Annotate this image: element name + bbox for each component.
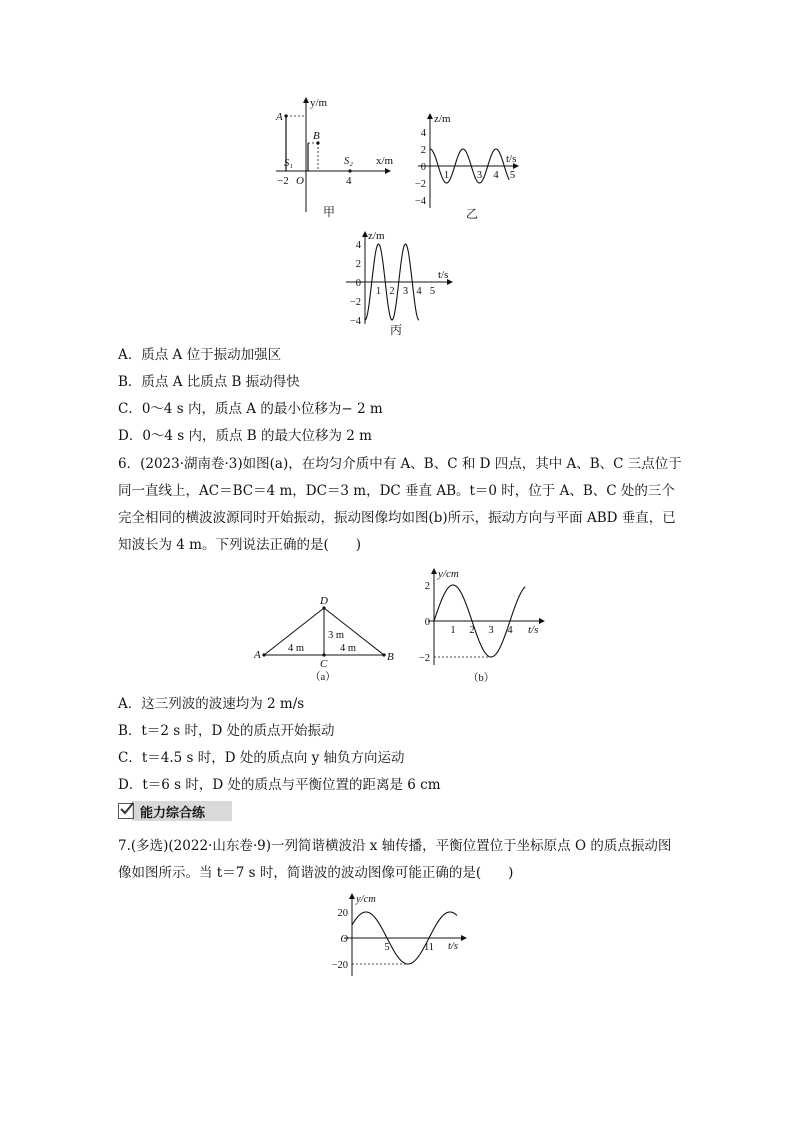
q5-option-b: B．质点 A 比质点 B 振动得快 [118, 374, 300, 390]
figure-a [250, 592, 400, 686]
y-tick-label: 0 [420, 162, 426, 173]
y-tick-label: 0 [355, 278, 361, 289]
len-ac: 4 m [288, 643, 305, 654]
figure-yi [410, 108, 525, 220]
point-a [262, 653, 265, 656]
t-axis-label: t/s [506, 153, 517, 165]
x-tick-label: 5 [429, 286, 436, 297]
label-d: D [320, 595, 328, 607]
x-tick-label: 1 [443, 170, 450, 181]
point-s2 [348, 169, 351, 172]
point-b [382, 653, 385, 656]
q5-option-c: C．0～4 s 内，质点 A 的最小位移为− 2 m [118, 401, 383, 417]
label-b: B [387, 651, 394, 663]
point-a [284, 114, 287, 117]
y-tick-label: −20 [331, 960, 348, 971]
figure-bing [338, 228, 458, 338]
t-axis-label: t/s [448, 941, 458, 952]
y-tick-label: O [340, 934, 348, 945]
y-tick-label: −4 [349, 316, 361, 327]
z-axis-label: z/m [368, 230, 385, 242]
label-a: A [254, 649, 261, 661]
t-axis-label: t/s [438, 269, 449, 281]
len-dc: 3 m [328, 630, 345, 641]
section-title: 能力综合练 [132, 801, 232, 821]
x-tick-label: 2 [469, 625, 475, 636]
y-axis-label: y/m [310, 97, 328, 109]
x-tick-label: 1 [375, 286, 382, 297]
figure-jia [268, 92, 398, 222]
caption-a: （a） [310, 672, 336, 683]
s2-label: S₂ [344, 156, 353, 167]
x-tick-label: 4 [416, 286, 422, 297]
point-b-label: B [313, 130, 320, 142]
y-tick-label: −2 [414, 179, 426, 190]
x-tick-label: 1 [450, 625, 456, 636]
y-tick-label: 0 [424, 617, 430, 628]
x-tick-label: 5 [384, 942, 390, 953]
y-tick-label: 2 [355, 259, 361, 270]
y-tick-label: 4 [420, 128, 426, 139]
x-tick-label: 3 [402, 286, 409, 297]
x-tick-label: 3 [476, 170, 483, 181]
y-axis-label: y/cm [356, 894, 376, 905]
t-axis-label: t/s [528, 624, 539, 636]
z-axis-label: z/m [434, 113, 451, 125]
caption-bing: 丙 [390, 323, 403, 337]
len-cb: 4 m [340, 643, 357, 654]
q5-option-a: A．质点 A 位于振动加强区 [118, 347, 282, 363]
label-c: C [320, 658, 328, 670]
point-a-label: A [276, 111, 283, 123]
x-tick-label: 2 [389, 286, 395, 297]
y-tick-label: −4 [414, 196, 426, 207]
tick-4: 4 [346, 175, 352, 187]
q6-option-c: C．t＝4.5 s 时，D 处的质点向 y 轴负方向运动 [118, 750, 405, 766]
x-tick-label: 4 [493, 170, 499, 181]
y-tick-label: 2 [420, 145, 426, 156]
x-tick-label: 11 [423, 942, 435, 953]
q6-stem: 6．(2023·湖南卷·3)如图(a)，在均匀介质中有 A、B、C 和 D 四点，其中 A、B、C 三点位于同一直线上，AC＝BC＝4 m，DC＝3 m，DC 垂直 AB。t＝0 时，位于 A、B、C 处的三个完全相同的横波波源同时开始振动，振动图像均如图(b)所示，振动方向与平面 ABD 垂直，已知波长为 4 m。下列说法正确的是( ) [118, 456, 682, 553]
y-axis-label: y/cm [438, 568, 459, 580]
tick-neg2: −2 [277, 175, 289, 187]
s1-label: S₁ [284, 158, 293, 169]
figure-q7 [330, 890, 470, 978]
caption-yi: 乙 [466, 207, 479, 221]
caption-b: （b） [468, 673, 495, 684]
q7-stem: 7.(多选)(2022·山东卷·9)一列简谐横波沿 x 轴传播，平衡位置位于坐标原点 O 的质点振动图像如图所示。当 t＝7 s 时，简谐波的波动图像可能正确的是( ) [118, 838, 672, 881]
section-header [118, 800, 232, 822]
caption-jia: 甲 [323, 205, 336, 219]
x-tick-label: 3 [488, 625, 494, 636]
y-tick-label: 2 [424, 581, 430, 592]
x-tick-label: 5 [509, 170, 516, 181]
x-axis-label: x/m [376, 155, 394, 167]
y-tick-label: −2 [418, 653, 430, 664]
point-c [322, 653, 325, 656]
checkbox-icon [118, 803, 134, 819]
q6-option-d: D．t＝6 s 时，D 处的质点与平衡位置的距离是 6 cm [118, 777, 441, 793]
q5-option-d: D．0～4 s 内，质点 B 的最大位移为 2 m [118, 428, 372, 444]
q6-option-a: A．这三列波的波速均为 2 m/s [118, 696, 305, 712]
origin-label: O [296, 175, 304, 187]
figure-b [420, 565, 550, 685]
q6-option-b: B．t＝2 s 时，D 处的质点开始振动 [118, 723, 335, 739]
y-tick-label: −2 [349, 297, 361, 308]
y-tick-label: 20 [337, 908, 348, 919]
x-tick-label: 4 [507, 625, 513, 636]
y-tick-label: 4 [355, 240, 361, 251]
